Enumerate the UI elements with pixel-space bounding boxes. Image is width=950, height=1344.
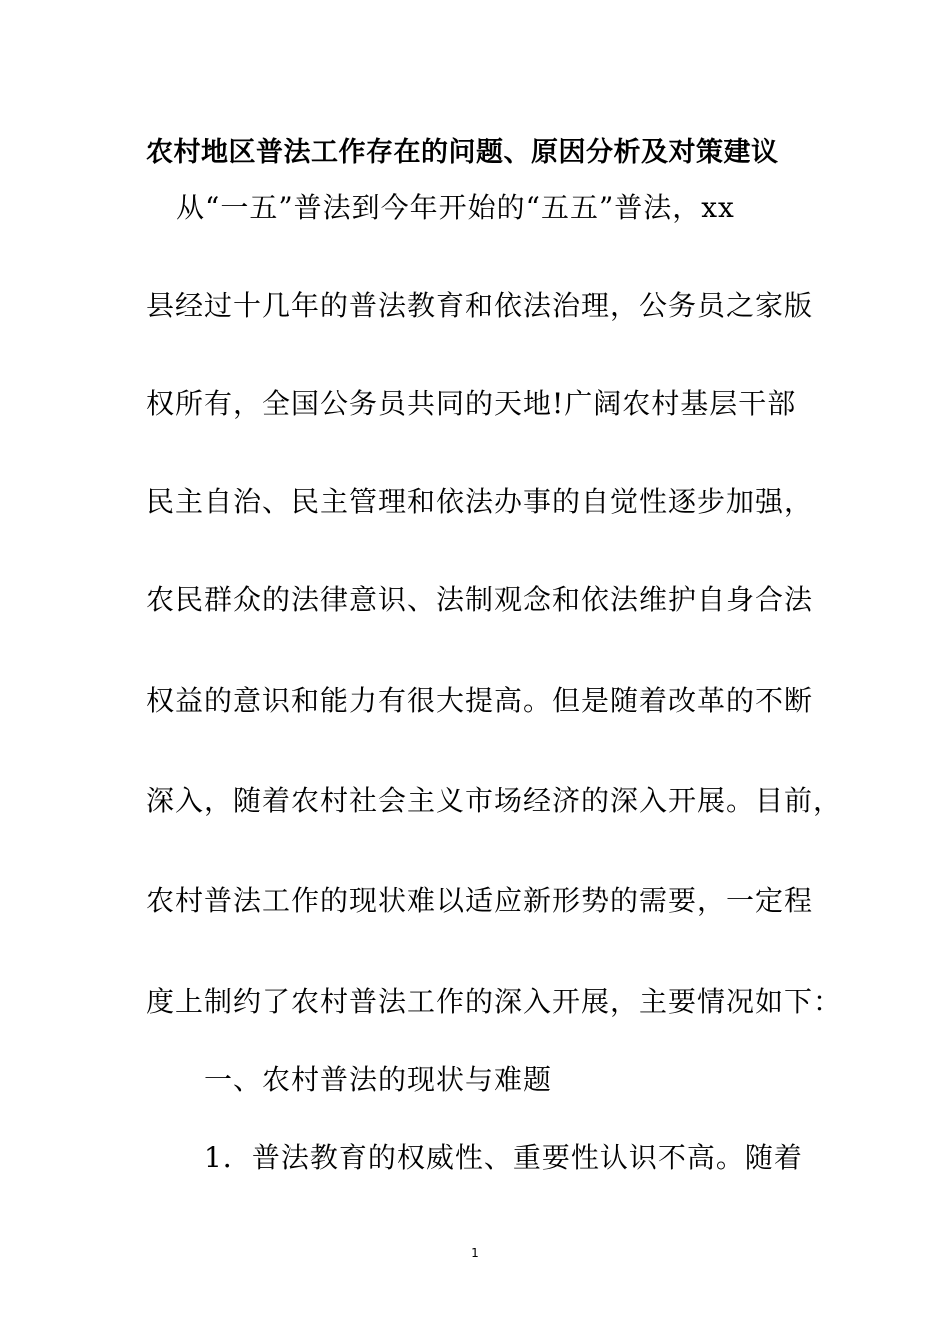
- paragraph-line-4: 民主自治、民主管理和依法办事的自觉性逐步加强，: [146, 485, 814, 518]
- subsection-heading-1: 1．普法教育的权威性、重要性认识不高。随着: [204, 1141, 803, 1174]
- paragraph-line-7: 深入，随着农村社会主义市场经济的深入开展。目前，: [146, 784, 843, 817]
- section-heading-1: 一、农村普法的现状与难题: [204, 1063, 553, 1096]
- paragraph-line-5: 农民群众的法律意识、法制观念和依法维护自身合法: [146, 583, 814, 616]
- paragraph-line-8: 农村普法工作的现状难以适应新形势的需要，一定程: [146, 884, 814, 917]
- document-title: 农村地区普法工作存在的问题、原因分析及对策建议: [146, 137, 779, 168]
- paragraph-line-6: 权益的意识和能力有很大提高。但是随着改革的不断: [146, 684, 814, 717]
- paragraph-line-3: 权所有，全国公务员共同的天地!广阔农村基层干部: [146, 387, 797, 420]
- paragraph-line-9: 度上制约了农村普法工作的深入开展，主要情况如下：: [146, 985, 843, 1018]
- paragraph-line-1: 从“一五”普法到今年开始的“五五”普法，xx: [176, 191, 735, 224]
- page-number: 1: [471, 1246, 479, 1260]
- paragraph-line-2: 县经过十几年的普法教育和依法治理，公务员之家版: [146, 289, 814, 322]
